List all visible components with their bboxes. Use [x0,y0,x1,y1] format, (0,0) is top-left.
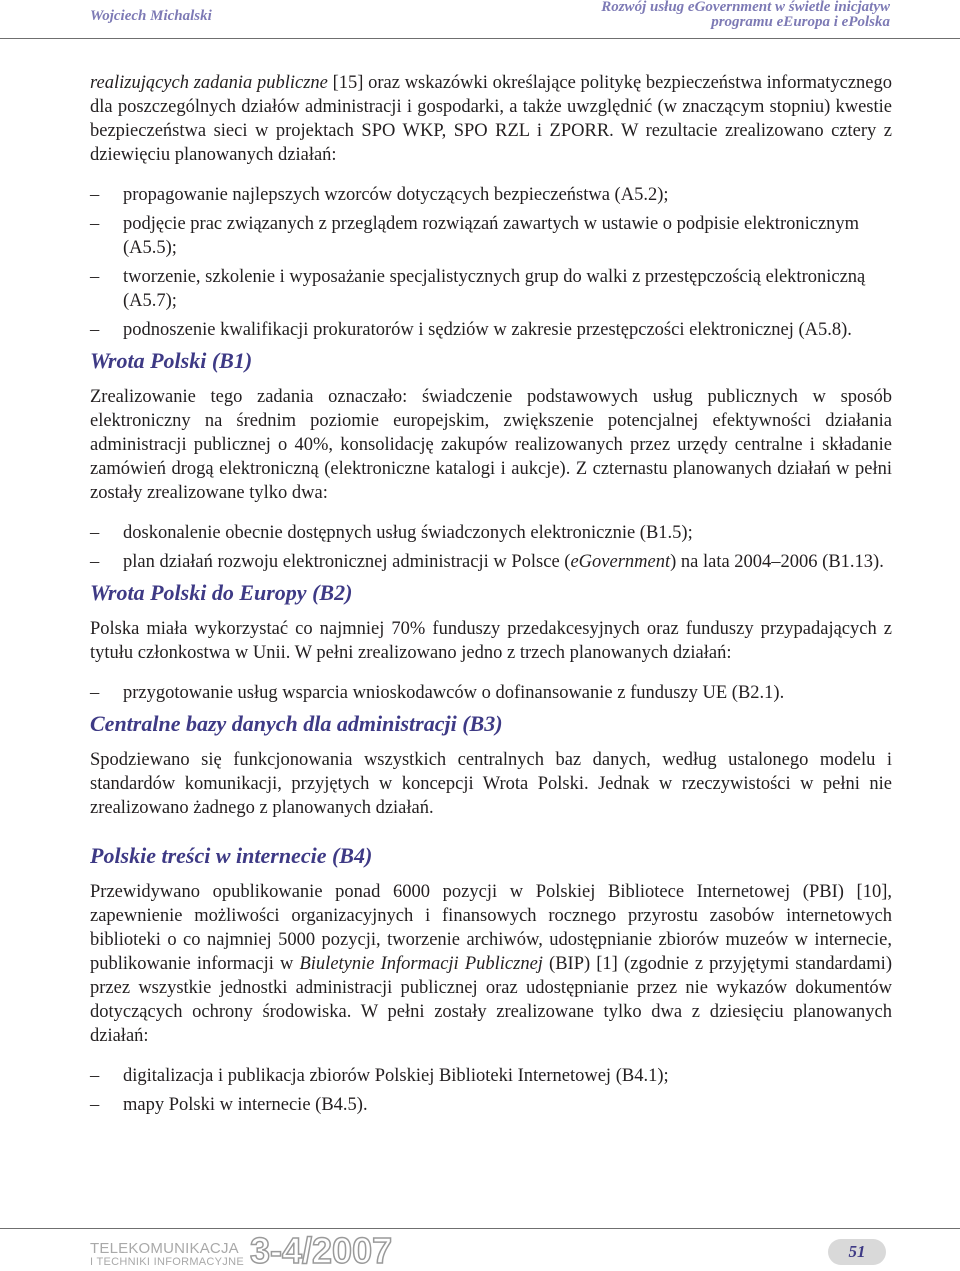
list-dash: – [90,1066,100,1086]
list-item: – plan działań rozwoju elektronicznej administracji w Polsce (eGovernment) na lata 2004–2006 (B1.13). [90,552,884,572]
section-b4-list [90,1064,892,1117]
list-dash: – [90,267,100,287]
list-item: – podjęcie prac związanych z przeglądem rozwiązań zawartych w ustawie o podpisie elektronicznym (A5.5); [90,214,860,258]
list-item: – tworzenie, szkolenie i wyposażanie specjalistycznych grup do walki z przestępczością elektroniczną (A5.7); [90,267,866,311]
page-header [0,0,960,48]
section-b2-text: Polska miała wykorzystać co najmniej 70% funduszy przedakcesyjnych oraz funduszy przypadających z tytułu członkostwa w Unii. W pełni zrealizowano jedno z trzech planowanych działań: [90,619,892,663]
list-item: – mapy Polski w internecie (B4.5). [90,1095,368,1115]
list-item: – podnoszenie kwalifikacji prokuratorów i sędziów w zakresie przestępczości elektronicznej (A5.8). [90,320,852,340]
footer-brand-line1: TELEKOMUNIKACJA [90,1240,239,1257]
list-item: – propagowanie najlepszych wzorców dotyczących bezpieczeństwa (A5.2); [90,185,669,205]
intro-list [90,183,892,342]
list-dash: – [90,1095,100,1115]
header-title-line1: Rozwój usług eGovernment w świetle inicjatyw [601,0,890,15]
footer-rule [0,1228,960,1229]
page-content [90,71,892,1122]
section-b1-list [90,521,892,574]
page-footer [0,1218,960,1271]
header-title [601,0,890,30]
section-b2-list [90,681,892,705]
list-item: – doskonalenie obecnie dostępnych usług świadczonych elektronicznie (B1.5); [90,523,693,543]
list-dash: – [90,552,100,572]
header-title-line2: programu eEuropa i ePolska [711,14,890,30]
list-dash: – [90,185,100,205]
section-heading-b2: Wrota Polski do Europy (B2) [90,580,353,605]
list-dash: – [90,214,100,234]
section-b3-text: Spodziewano się funkcjonowania wszystkich centralnych baz danych, według ustalonego modelu i standardów komunikacji, przyjętych w koncepcji Wrota Polski. Jednak w rzeczywistości w pełni nie zrealizowano żadnego z planowanych działań. [90,750,892,818]
section-heading-b1: Wrota Polski (B1) [90,348,253,373]
section-b4-text: Przewidywano opublikowanie ponad 6000 pozycji w Polskiej Bibliotece Internetowej (PBI) [10], zapewnienie możliwości organizacyjnych i finansowych rocznego przyrostu zasobów internetowych biblioteki o co najmniej 5000 pozycji, tworzenie archiwów, udostępnianie zbiorów muzeów w internecie, publikowanie informacji w Biuletynie Informacji Publicznej (BIP) [1] (zgodnie z przyjętymi standardami) przez wszystkie jednostki administracji publicznej oraz udostępnianie przez nie wykazów dokumentów dotyczących ochrony środowiska. W pełni zostały zrealizowane tylko dwa z dziesięciu planowanych działań: [90,882,892,1046]
list-dash: – [90,523,100,543]
footer-brand-line2: I TECHNIKI INFORMACYJNE [90,1256,244,1268]
section-b1-text: Zrealizowanie tego zadania oznaczało: świadczenie podstawowych usług publicznych w sposób elektroniczny na średnim poziomie europejskim, zwiększenie potencjalnej efektywności działania administracji publicznej o 40%, konsolidację zakupów realizowanych przez urzędy centralne i składanie zamówień drogą elektroniczną (elektroniczne katalogi i aukcje). Z czternastu planowanych działań w pełni zostały zrealizowane tylko dwa: [90,387,892,503]
intro-text: [15] oraz wskazówki określające politykę bezpieczeństwa informatycznego dla poszczególnych działów administracji i gospodarki, a także uwzględnić (w znaczącym stopniu) kwestie bezpieczeństwa sieci w projektach SPO WKP, SPO RZL i ZPORR. W rezultacie zrealizowano cztery z dziewięciu planowanych działań: [90,73,893,165]
list-item: – digitalizacja i publikacja zbiorów Polskiej Biblioteki Internetowej (B4.1); [90,1066,669,1086]
list-item: – przygotowanie usług wsparcia wnioskodawców o dofinansowanie z funduszy UE (B2.1). [90,683,785,703]
list-dash: – [90,320,100,340]
section-heading-b3: Centralne bazy danych dla administracji (B3) [90,711,503,736]
page-number-badge: 51 [828,1239,886,1265]
intro-paragraph [90,71,892,167]
intro-italic-lead: realizujących zadania publiczne [90,73,328,93]
footer-issue: 3-4/2007 [250,1230,393,1271]
header-rule [0,38,960,39]
section-heading-b4: Polskie treści w internecie (B4) [90,843,373,868]
list-dash: – [90,683,100,703]
header-author: Wojciech Michalski [90,8,212,24]
